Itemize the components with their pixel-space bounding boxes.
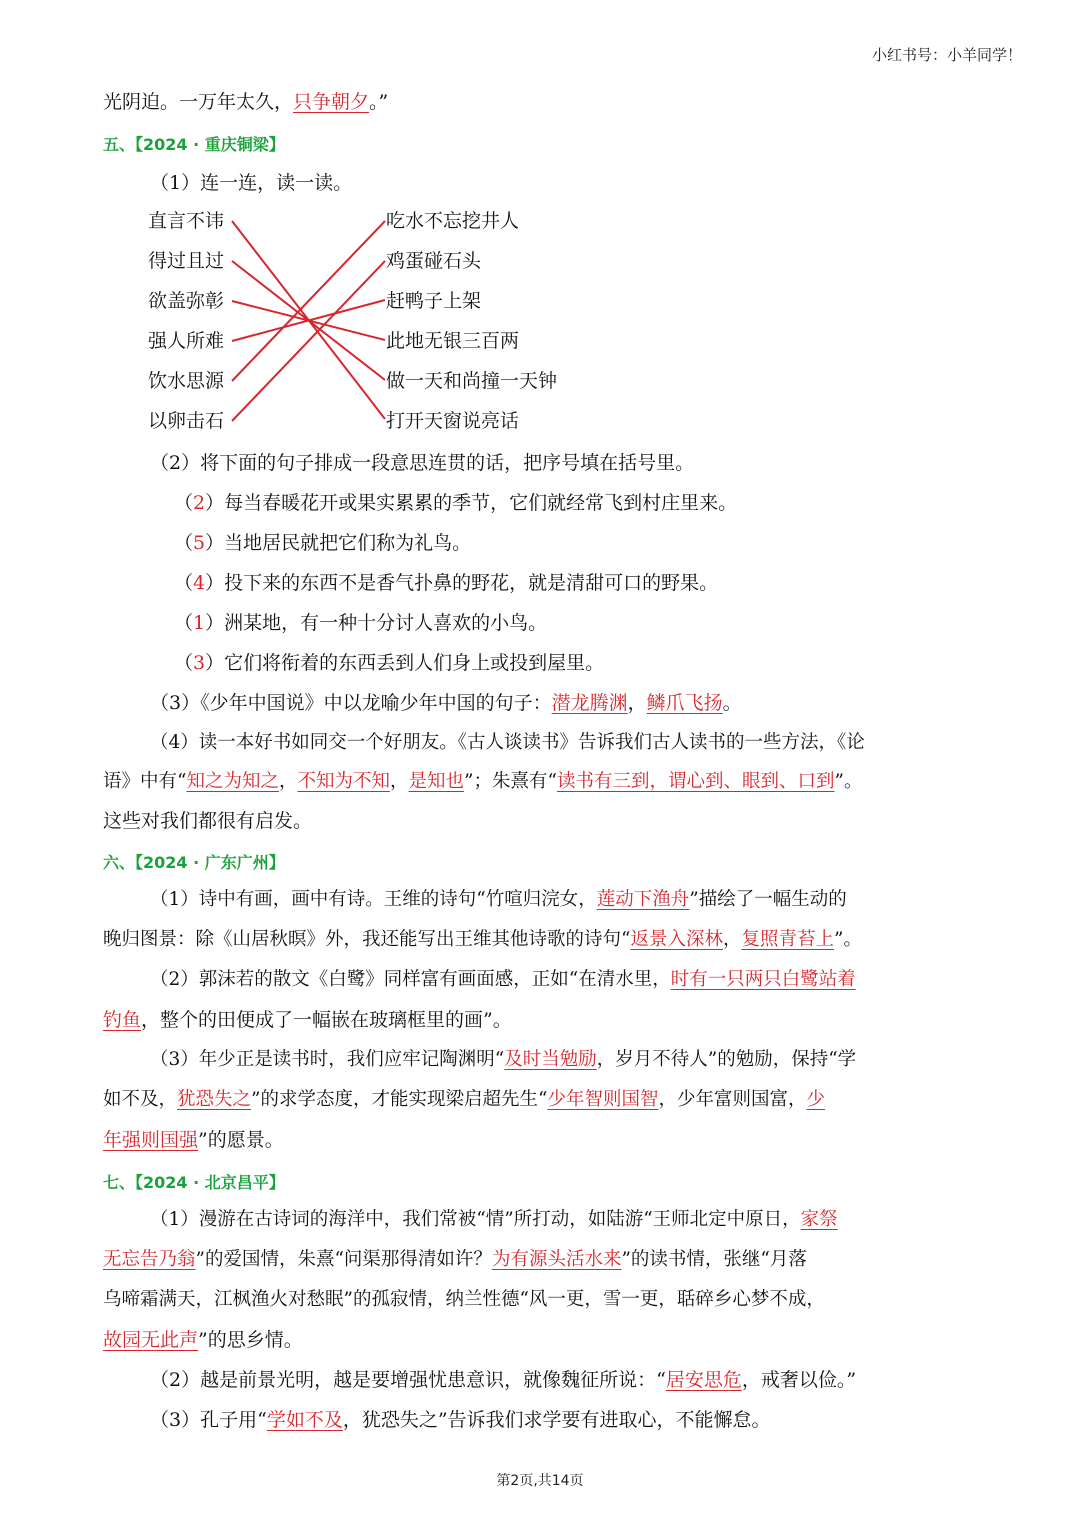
order-text: 洲某地，有一种十分讨人喜欢的小鸟。: [224, 612, 548, 634]
text: （1）漫游在古诗词的海洋中，我们常被“情”所打动，如陆游“王师北定中原日，: [150, 1209, 801, 1230]
text: ，戒奢以俭。”: [741, 1369, 857, 1391]
s6-q1-line2: [103, 928, 1080, 952]
answer: 犹恐失之: [177, 1089, 252, 1110]
text: （2）越是前景光明，越是要增强忧患意识，就像魏征所说：“: [150, 1369, 666, 1391]
order-number: 4: [193, 572, 206, 594]
s7-q1-line2: [103, 1248, 1080, 1272]
answer: 读书有三到，谓心到、眼到、口到: [556, 771, 835, 792]
text: ，: [390, 771, 409, 792]
right-term: 打开天窗说亮话: [386, 410, 520, 432]
s6-q2-line2: [103, 1008, 1080, 1032]
text: 。”: [369, 91, 389, 113]
s7-q1-line4: [103, 1328, 1080, 1352]
text: （3）孔子用“: [150, 1409, 267, 1431]
text: ，整个的田便成了一幅嵌在玻璃框里的画”。: [141, 1009, 512, 1031]
text: ，少年富则国富，: [658, 1089, 807, 1110]
text: 如不及，: [103, 1089, 178, 1110]
right-term: 鸡蛋碰石头: [386, 250, 482, 272]
s7-q3: [150, 1408, 1080, 1432]
s5-q3: [150, 691, 1080, 715]
text: ，: [627, 692, 647, 714]
order-item: （3）它们将衔着的东西丢到人们身上或投到屋里。: [174, 652, 605, 674]
order-item: （1）洲某地，有一种十分讨人喜欢的小鸟。: [174, 612, 548, 634]
s5-q4-line1: （4）读一本好书如同交一个好朋友。《古人谈读书》告诉我们古人读书的一些方法，《论: [150, 732, 865, 753]
answer: 知之为知之: [186, 771, 279, 792]
answer: 年强则国强: [103, 1129, 199, 1151]
order-item: （5）当地居民就把它们称为礼鸟。: [174, 532, 472, 554]
answer: 故园无此声: [103, 1329, 199, 1351]
answer: 只争朝夕: [293, 91, 370, 113]
text: 语》中有“: [103, 771, 187, 792]
right-term: 做一天和尚撞一天钟: [386, 370, 558, 392]
section-6-heading: 六、【2024 · 广东广州】: [103, 853, 285, 872]
text: ，: [278, 771, 298, 792]
section-5-heading: 五、【2024 · 重庆铜梁】: [103, 135, 285, 154]
order-number: 5: [193, 532, 206, 554]
answer: 钓鱼: [103, 1009, 142, 1031]
text: ”的愿景。: [198, 1129, 284, 1151]
text: ”的爱国情，朱熹“问渠那得清如许？: [195, 1249, 492, 1270]
text: （2）郭沫若的散文《白鹭》同样富有画面感，正如“在清水里，: [150, 969, 671, 990]
s6-q2-line1: [150, 968, 1080, 992]
text: ”。: [834, 771, 863, 792]
answer: 潜龙腾渊: [551, 692, 628, 714]
order-text: 每当春暖花开或果实累累的季节，它们就经常飞到村庄里来。: [224, 492, 738, 514]
answer: 莲动下渔舟: [596, 889, 690, 910]
text: （1）诗中有画，画中有诗。王维的诗句“竹喧归浣女，: [150, 889, 597, 910]
text: ”的思乡情。: [198, 1329, 303, 1351]
text: （3）《少年中国说》中以龙喻少年中国的句子：: [150, 692, 552, 714]
answer: 居安思危: [665, 1369, 742, 1391]
text: ”的读书情，张继“月落: [621, 1249, 807, 1270]
answer: 及时当勉励: [504, 1049, 597, 1070]
answer: 为有源头活水来: [491, 1249, 622, 1270]
answer: 家祭: [800, 1209, 838, 1230]
left-term: 欲盖弥彰: [148, 290, 225, 312]
order-text: 当地居民就把它们称为礼鸟。: [224, 532, 472, 554]
order-text: 它们将衔着的东西丢到人们身上或投到屋里。: [224, 652, 605, 674]
text: 。: [722, 692, 742, 714]
text: ，: [722, 929, 742, 950]
order-number: 3: [193, 652, 206, 674]
left-term: 得过且过: [148, 250, 225, 272]
text: 晚归图景：除《山居秋暝》外，我还能写出王维其他诗歌的诗句“: [103, 929, 631, 950]
left-term: 直言不讳: [148, 210, 225, 232]
right-term: 赶鸭子上架: [386, 290, 482, 312]
s6-q1-line1: [150, 888, 1080, 912]
text: （3）年少正是读书时，我们应牢记陶渊明“: [150, 1049, 505, 1070]
order-number: 1: [193, 612, 206, 634]
text: ”。: [834, 929, 862, 950]
left-term: 以卵击石: [148, 410, 225, 432]
order-number: 2: [193, 492, 206, 514]
s5-q4-line2: [103, 770, 1080, 794]
answer: 返景入深林: [630, 929, 723, 950]
order-item: （2）每当春暖花开或果实累累的季节，它们就经常飞到村庄里来。: [174, 492, 738, 514]
order-text: 投下来的东西不是香气扑鼻的野花，就是清甜可口的野果。: [224, 572, 719, 594]
text: ”的求学态度，才能实现梁启超先生“: [251, 1089, 548, 1110]
s5-q1-prompt: （1）连一连，读一读。: [150, 172, 353, 194]
answer: 少年智则国智: [547, 1089, 659, 1110]
watermark: 小红书号：小羊同学！: [871, 46, 1022, 64]
s6-q3-line3: [103, 1128, 1080, 1152]
left-term: 强人所难: [148, 330, 225, 352]
answer: 无忘告乃翁: [103, 1249, 196, 1270]
s7-q1-line3: 乌啼霜满天，江枫渔火对愁眠”的孤寂情，纳兰性德“风一更，雪一更，聒碎乡心梦不成，: [103, 1289, 825, 1310]
right-term: 吃水不忘挖井人: [386, 210, 520, 232]
text: ”描绘了一幅生动的: [689, 889, 847, 910]
answer: 少: [806, 1089, 825, 1110]
answer: 不知为不知: [297, 771, 391, 792]
answer: 是知也: [408, 771, 465, 792]
s6-q3-line1: [150, 1048, 1080, 1072]
page-number: 第2页,共14页: [496, 1473, 584, 1489]
answer: 鳞爪飞扬: [646, 692, 723, 714]
answer: 时有一只两只白鹭站着: [670, 969, 856, 990]
right-term: 此地无银三百两: [386, 330, 520, 352]
s5-q4-line3: 这些对我们都很有启发。: [103, 810, 313, 832]
answer: 学如不及: [266, 1409, 343, 1431]
s7-q2: [150, 1368, 1080, 1392]
section-7-heading: 七、【2024 · 北京昌平】: [103, 1173, 285, 1192]
match-line: [232, 261, 385, 421]
text: ，犹恐失之”告诉我们求学要有进取心，不能懈怠。: [342, 1409, 771, 1431]
order-item: （4）投下来的东西不是香气扑鼻的野花，就是清甜可口的野果。: [174, 572, 719, 594]
text: ，岁月不待人”的勉励，保持“学: [596, 1049, 857, 1070]
s6-q3-line2: [103, 1088, 1080, 1112]
s5-q2-prompt: （2）将下面的句子排成一段意思连贯的话，把序号填在括号里。: [150, 452, 695, 474]
s7-q1-line1: [150, 1208, 1080, 1232]
text: ”；朱熹有“: [464, 771, 557, 792]
answer: 复照青苔上: [741, 929, 835, 950]
text: 光阴迫。一万年太久，: [103, 91, 294, 113]
match-line: [232, 221, 385, 381]
left-term: 饮水思源: [148, 370, 225, 392]
